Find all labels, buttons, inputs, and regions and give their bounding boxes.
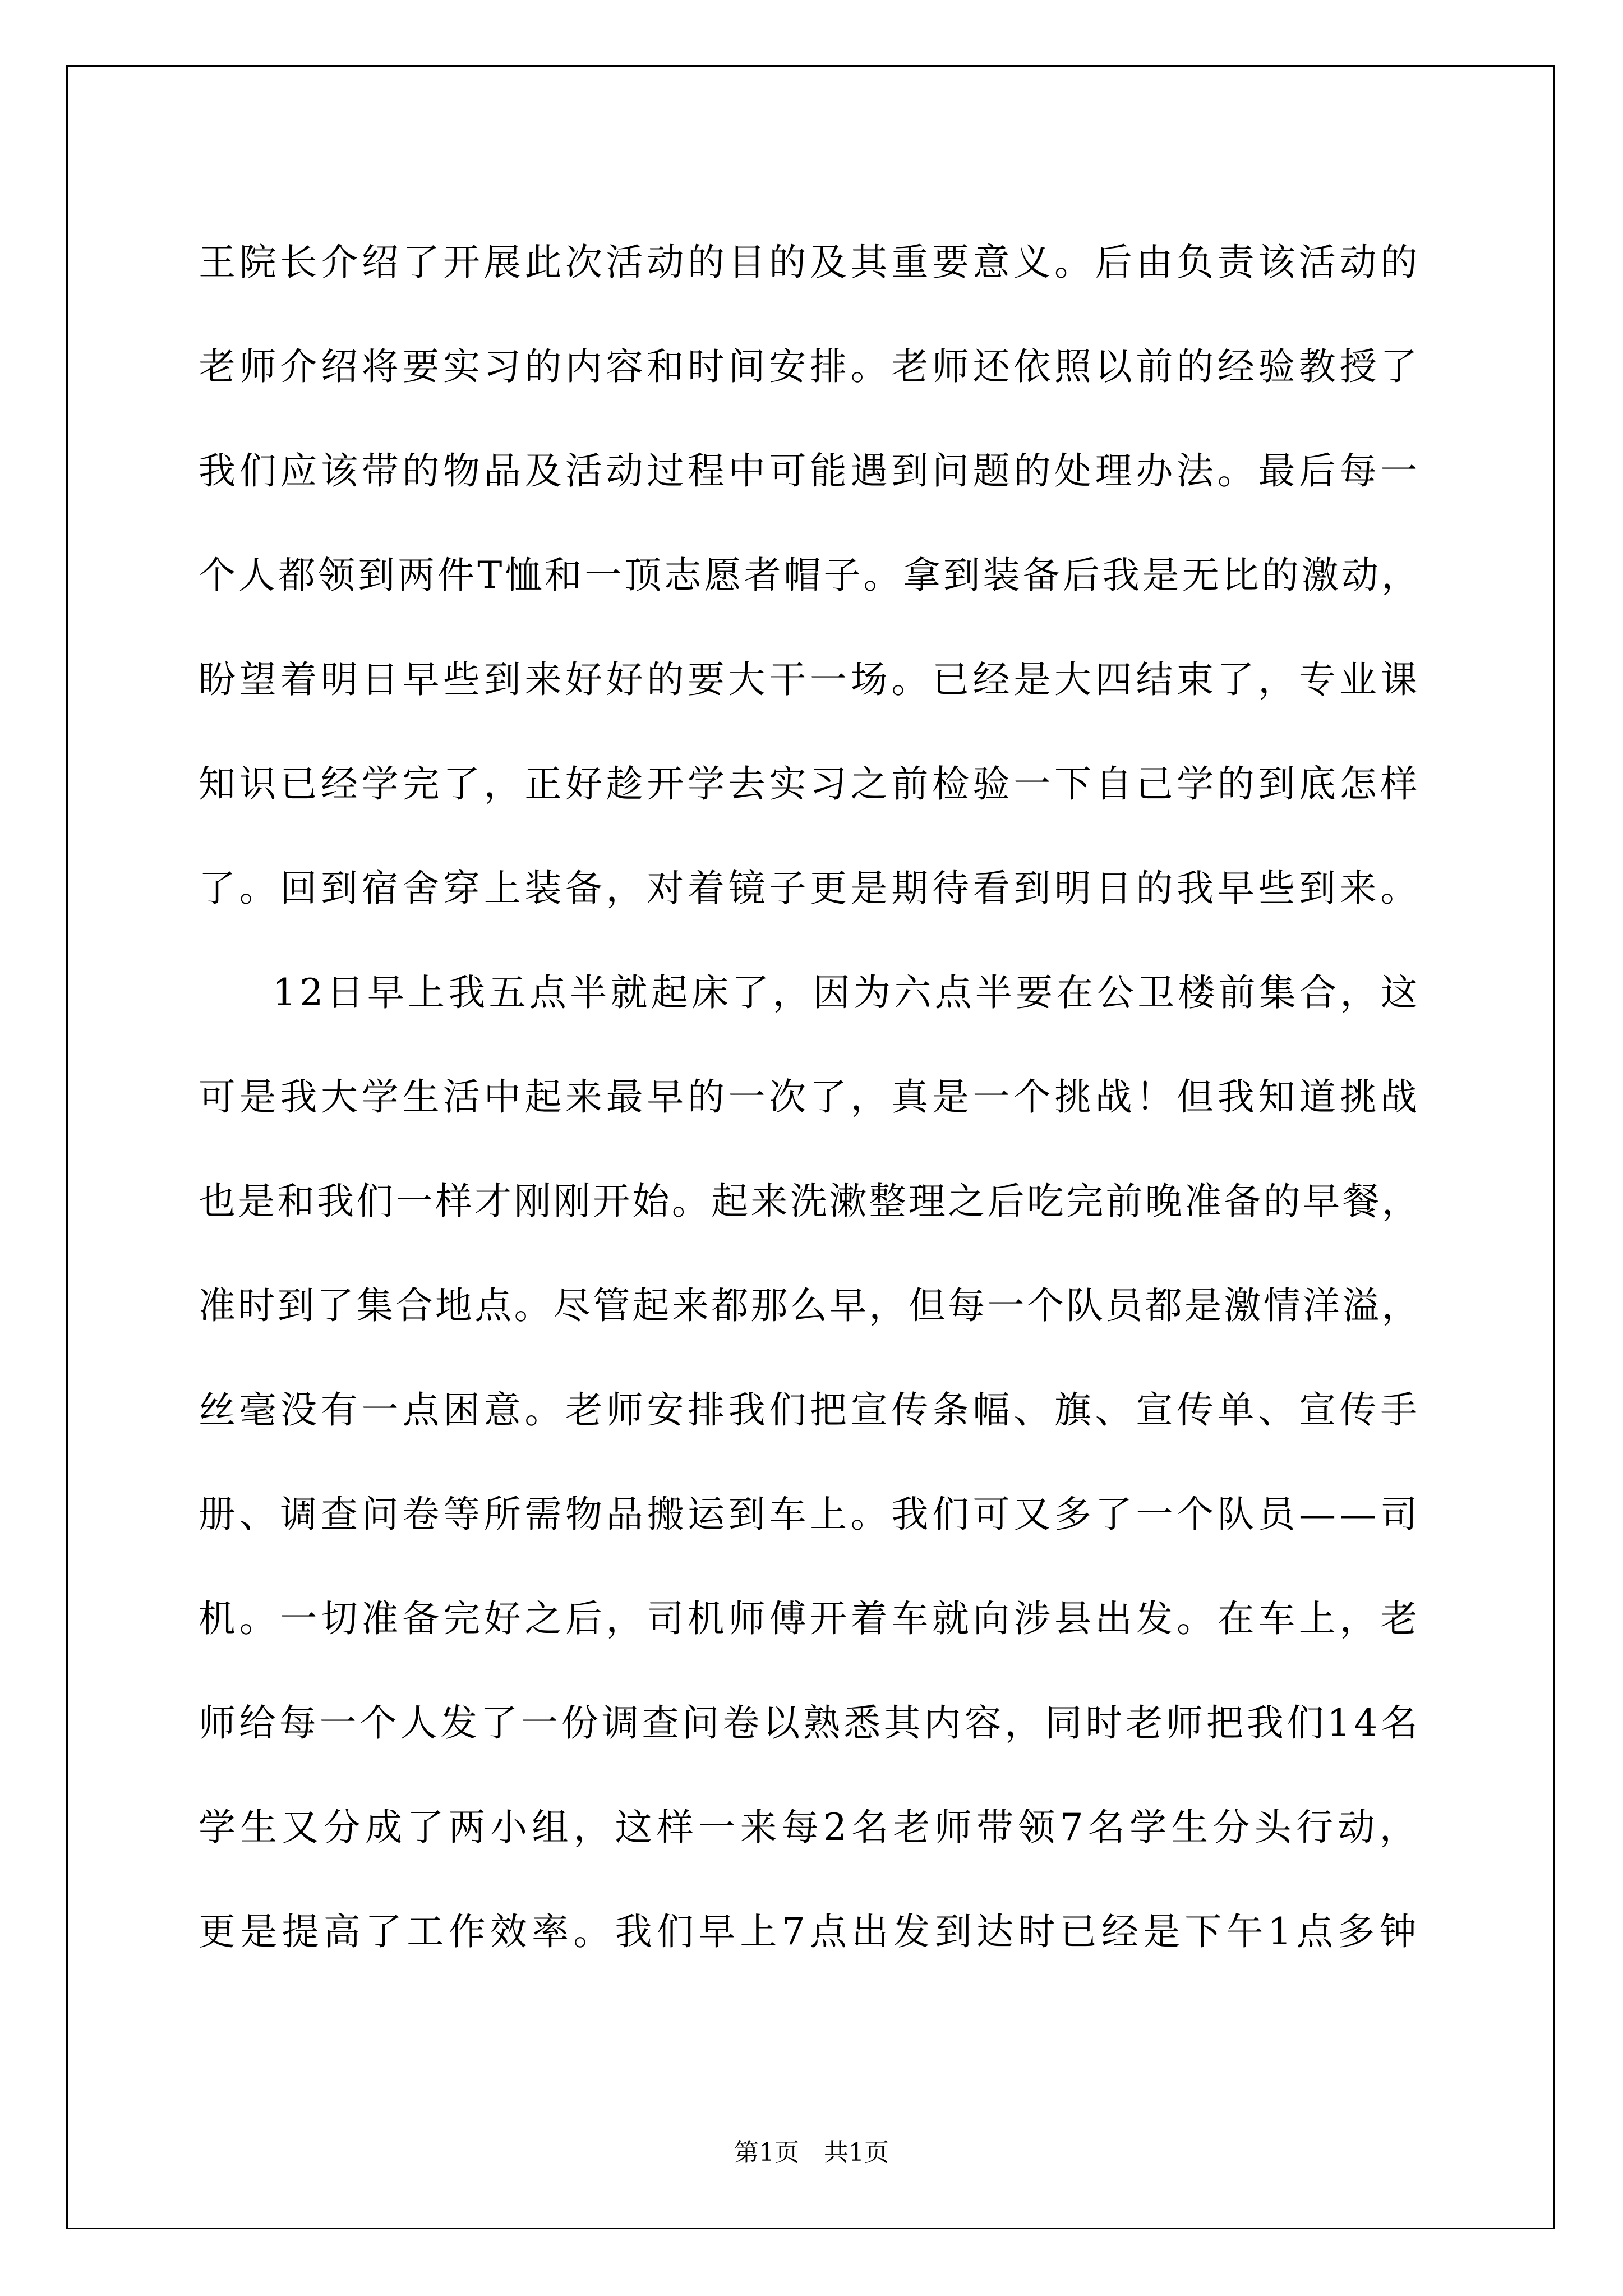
text-line-content: 准时到了集合地点。尽管起来都那么早，但每一个队员都是激情洋溢， <box>199 1284 1421 1327</box>
text-line <box>199 1045 1421 1149</box>
text-line-content: 知识已经学完了，正好趁开学去实习之前检验一下自己学的到底怎样 <box>199 762 1421 806</box>
text-line-content: 学生又分成了两小组，这样一来每2名老师带领7名学生分头行动， <box>199 1806 1421 1849</box>
text-line-content: 老师介绍将要实习的内容和时间安排。老师还依照以前的经验教授了 <box>199 345 1421 388</box>
text-line-content: 更是提高了工作效率。我们早上7点出发到达时已经是下午1点多钟 <box>199 1910 1421 1953</box>
text-line-content: 了。回到宿舍穿上装备，对着镜子更是期待看到明日的我早些到来。 <box>199 867 1421 910</box>
text-line <box>199 836 1421 941</box>
text-line-content: 师给每一个人发了一份调查问卷以熟悉其内容，同时老师把我们14名 <box>199 1701 1421 1745</box>
text-line <box>199 732 1421 836</box>
text-line <box>199 1358 1421 1462</box>
text-line-content: 12日早上我五点半就起床了，因为六点半要在公卫楼前集合，这 <box>273 971 1421 1014</box>
text-line <box>199 1671 1421 1775</box>
text-line <box>199 210 1421 315</box>
text-line <box>199 1149 1421 1254</box>
text-line <box>199 1880 1421 1984</box>
text-line-content: 也是和我们一样才刚刚开始。起来洗漱整理之后吃完前晚准备的早餐， <box>199 1180 1421 1223</box>
text-line-content: 王院长介绍了开展此次活动的目的及其重要意义。后由负责该活动的 <box>199 241 1421 284</box>
text-line-content: 我们应该带的物品及活动过程中可能遇到问题的处理办法。最后每一 <box>199 449 1421 493</box>
text-line-content: 册、调查问卷等所需物品搬运到车上。我们可又多了一个队员——司 <box>199 1493 1421 1536</box>
text-line-content: 可是我大学生活中起来最早的一次了，真是一个挑战！但我知道挑战 <box>199 1075 1421 1119</box>
text-line <box>199 1254 1421 1358</box>
text-line-content: 盼望着明日早些到来好好的要大干一场。已经是大四结束了，专业课 <box>199 658 1421 701</box>
text-line-content: 丝毫没有一点困意。老师安排我们把宣传条幅、旗、宣传单、宣传手 <box>199 1388 1421 1432</box>
text-line <box>199 419 1421 523</box>
text-line <box>199 315 1421 419</box>
paragraph-start-line <box>199 941 1421 1045</box>
text-line-content: 个人都领到两件T恤和一顶志愿者帽子。拿到装备后我是无比的激动， <box>199 554 1421 597</box>
text-line <box>199 1775 1421 1880</box>
text-line <box>199 523 1421 628</box>
text-line <box>199 628 1421 732</box>
text-line-content: 机。一切准备完好之后，司机师傅开着车就向涉县出发。在车上，老 <box>199 1597 1421 1640</box>
text-line <box>199 1462 1421 1567</box>
text-line <box>199 1567 1421 1671</box>
page-footer: 第1页 共1页 <box>734 2138 889 2167</box>
document-body <box>199 210 1421 1984</box>
